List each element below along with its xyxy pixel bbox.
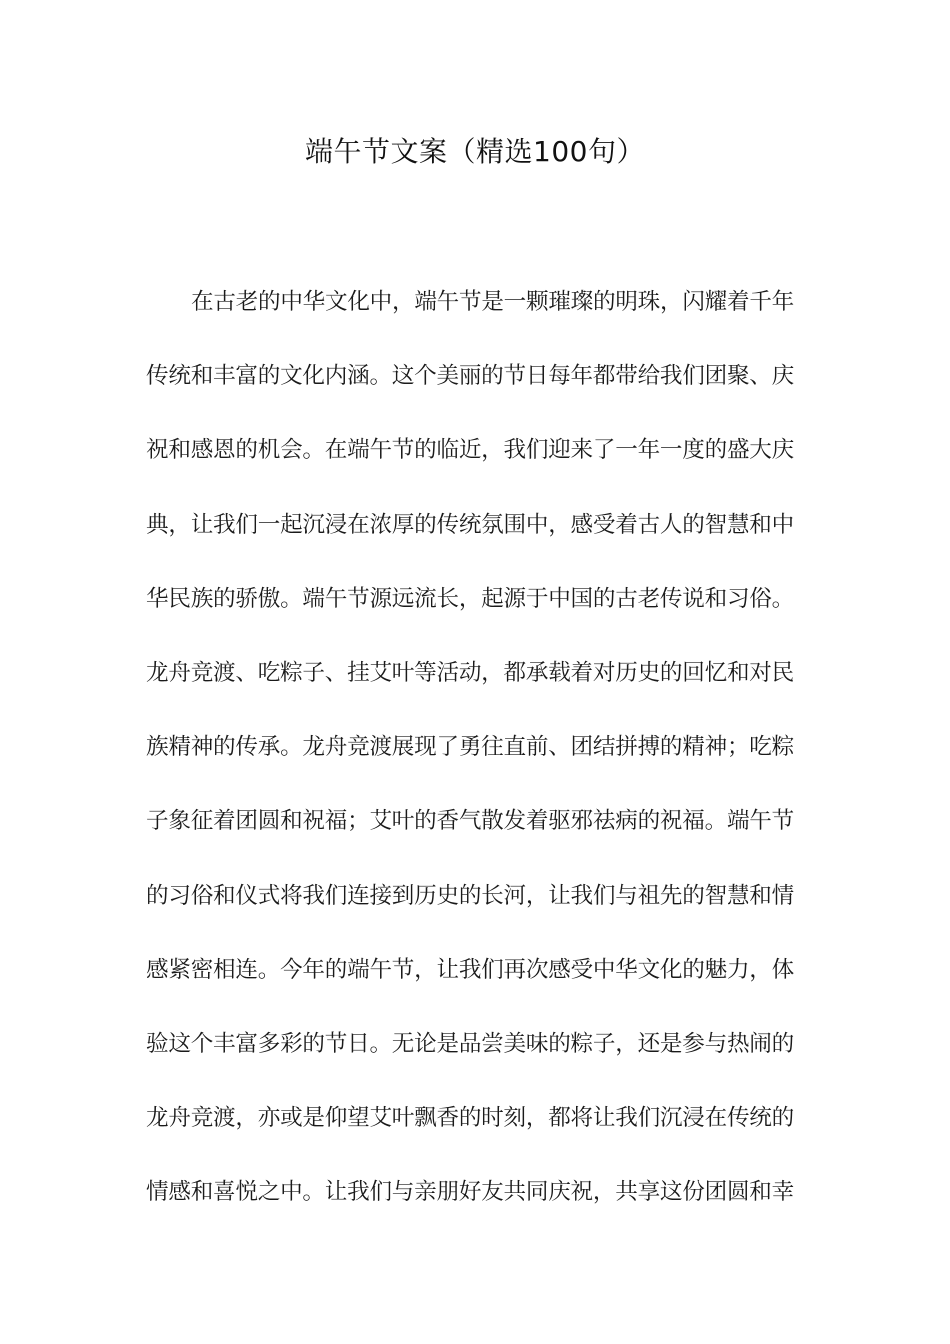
text-line: 龙舟竞渡、吃粽子、挂艾叶等活动，都承载着对历史的回忆和对民 [146, 659, 794, 686]
text-line: 感紧密相连。今年的端午节，让我们再次感受中华文化的魅力，体 [146, 956, 794, 983]
document-title: 端午节文案（精选100句） [305, 135, 645, 168]
text-line: 祝和感恩的机会。在端午节的临近，我们迎来了一年一度的盛大庆 [146, 437, 794, 464]
text-line: 传统和丰富的文化内涵。这个美丽的节日每年都带给我们团聚、庆 [146, 363, 794, 390]
text-line: 在古老的中华文化中，端午节是一颗璀璨的明珠，闪耀着千年 [191, 289, 794, 315]
text-line: 龙舟竞渡，亦或是仰望艾叶飘香的时刻，都将让我们沉浸在传统的 [146, 1105, 794, 1132]
text-line: 华民族的骄傲。端午节源远流长，起源于中国的古老传说和习俗。 [146, 585, 794, 612]
document-body [146, 282, 794, 1246]
text-line: 情感和喜悦之中。让我们与亲朋好友共同庆祝，共享这份团圆和幸 [146, 1179, 794, 1206]
text-line: 子象征着团圆和祝福；艾叶的香气散发着驱邪祛病的祝福。端午节 [146, 808, 794, 835]
text-line: 族精神的传承。龙舟竞渡展现了勇往直前、团结拼搏的精神；吃粽 [146, 734, 794, 761]
text-line: 典，让我们一起沉浸在浓厚的传统氛围中，感受着古人的智慧和中 [146, 511, 794, 538]
text-line: 验这个丰富多彩的节日。无论是品尝美味的粽子，还是参与热闹的 [146, 1030, 794, 1057]
text-line: 的习俗和仪式将我们连接到历史的长河，让我们与祖先的智慧和情 [146, 882, 794, 909]
